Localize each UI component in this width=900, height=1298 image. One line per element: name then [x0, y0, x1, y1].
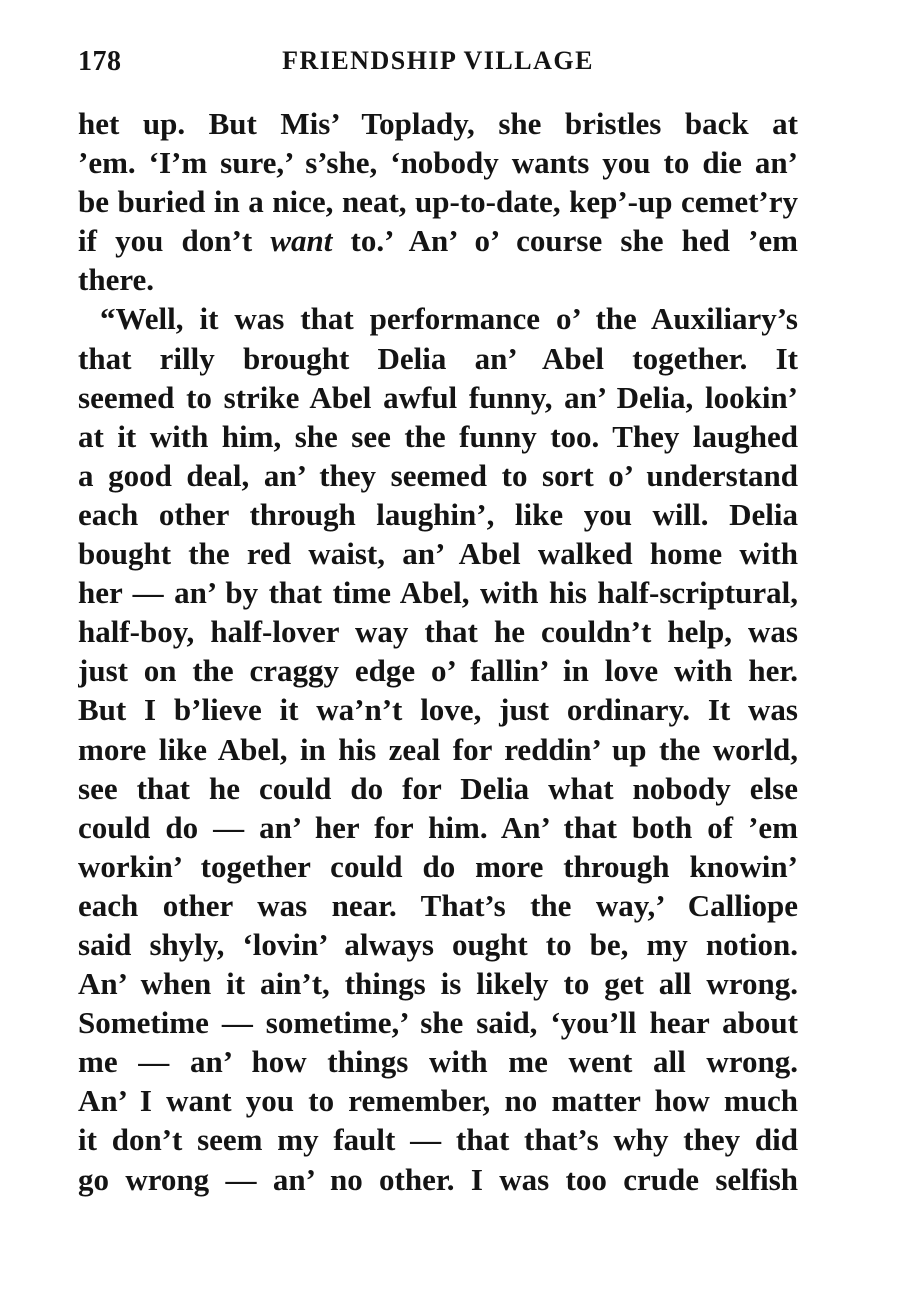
text-segment: it don’t seem my fault — that that’s why they did [78, 1122, 798, 1158]
text-line [78, 886, 798, 925]
text-segment: there. [78, 262, 155, 298]
text-segment: a good deal, an’ they seemed to sort o’ understand [78, 457, 798, 493]
text-line [78, 769, 798, 808]
text-line [78, 378, 798, 417]
text-segment: each other through laughin’, like you will. Delia [78, 496, 798, 532]
text-segment: at it with him, she see the funny too. They laughed [78, 418, 798, 454]
text-segment: “Well, it was that performance o’ the Auxiliary’s [100, 301, 798, 337]
text-line [78, 690, 798, 729]
text-segment: said shyly, ‘lovin’ always ought to be, my notion. [78, 926, 798, 962]
text-line [78, 651, 798, 690]
text-line [78, 456, 798, 495]
text-line [78, 1081, 798, 1120]
text-segment: ’em. ‘I’m sure,’ s’she, ‘nobody wants you to die an’ [78, 145, 798, 181]
text-line [78, 182, 798, 221]
text-segment: But I b’lieve it wa’n’t love, just ordinary. It was [78, 692, 798, 728]
text-line [78, 339, 798, 378]
text-segment: me — an’ how things with me went all wrong. [78, 1044, 798, 1080]
text-segment: just on the craggy edge o’ fallin’ in love with her. [78, 653, 798, 689]
text-line [78, 808, 798, 847]
running-head [78, 46, 798, 82]
text-segment: bought the red waist, an’ Abel walked home with [78, 536, 798, 572]
text-line [78, 534, 798, 573]
text-segment: that rilly brought Delia an’ Abel together. It [78, 340, 798, 376]
running-title: FRIENDSHIP VILLAGE [282, 46, 594, 75]
body-text [78, 104, 798, 1199]
text-line [78, 964, 798, 1003]
text-segment: half-boy, half-lover way that he couldn’t help, was [78, 614, 798, 650]
text-line [78, 1160, 798, 1199]
text-segment: Sometime — sometime,’ she said, ‘you’ll hear about [78, 1005, 798, 1041]
text-line [78, 495, 798, 534]
text-line [78, 299, 798, 338]
text-line [78, 104, 798, 143]
page-number: 178 [78, 46, 122, 77]
text-line [78, 1003, 798, 1042]
text-line [78, 573, 798, 612]
text-segment: if you don’t [78, 223, 271, 259]
text-segment: more like Abel, in his zeal for reddin’ up the world, [78, 731, 798, 767]
text-line [78, 260, 798, 299]
text-segment: go wrong — an’ no other. I was too crude selfish [78, 1161, 798, 1197]
text-segment: het up. But Mis’ Toplady, she bristles back at [78, 106, 798, 141]
text-segment: her — an’ by that time Abel, with his half-scriptural, [78, 575, 798, 611]
text-segment: each other was near. That’s the way,’ Calliope [78, 887, 798, 923]
text-segment: workin’ together could do more through knowin’ [78, 848, 798, 884]
text-line [78, 925, 798, 964]
text-line [78, 143, 798, 182]
text-line [78, 417, 798, 456]
text-line [78, 1120, 798, 1159]
text-segment: An’ I want you to remember, no matter how much [78, 1083, 798, 1119]
text-line [78, 1042, 798, 1081]
text-segment: seemed to strike Abel awful funny, an’ Delia, lookin’ [78, 379, 798, 415]
text-segment: An’ when it ain’t, things is likely to get all wrong. [78, 966, 798, 1002]
text-line [78, 847, 798, 886]
text-line [78, 221, 798, 260]
text-segment: to.’ An’ o’ course she hed ’em [332, 223, 798, 259]
text-segment: see that he could do for Delia what nobody else [78, 770, 798, 806]
text-line [78, 730, 798, 769]
text-segment: be buried in a nice, neat, up-to-date, kep’-up cemet’ry [78, 184, 798, 220]
text-line [78, 612, 798, 651]
text-segment: could do — an’ her for him. An’ that both of ’em [78, 809, 798, 845]
emphasized-word: want [270, 223, 333, 259]
